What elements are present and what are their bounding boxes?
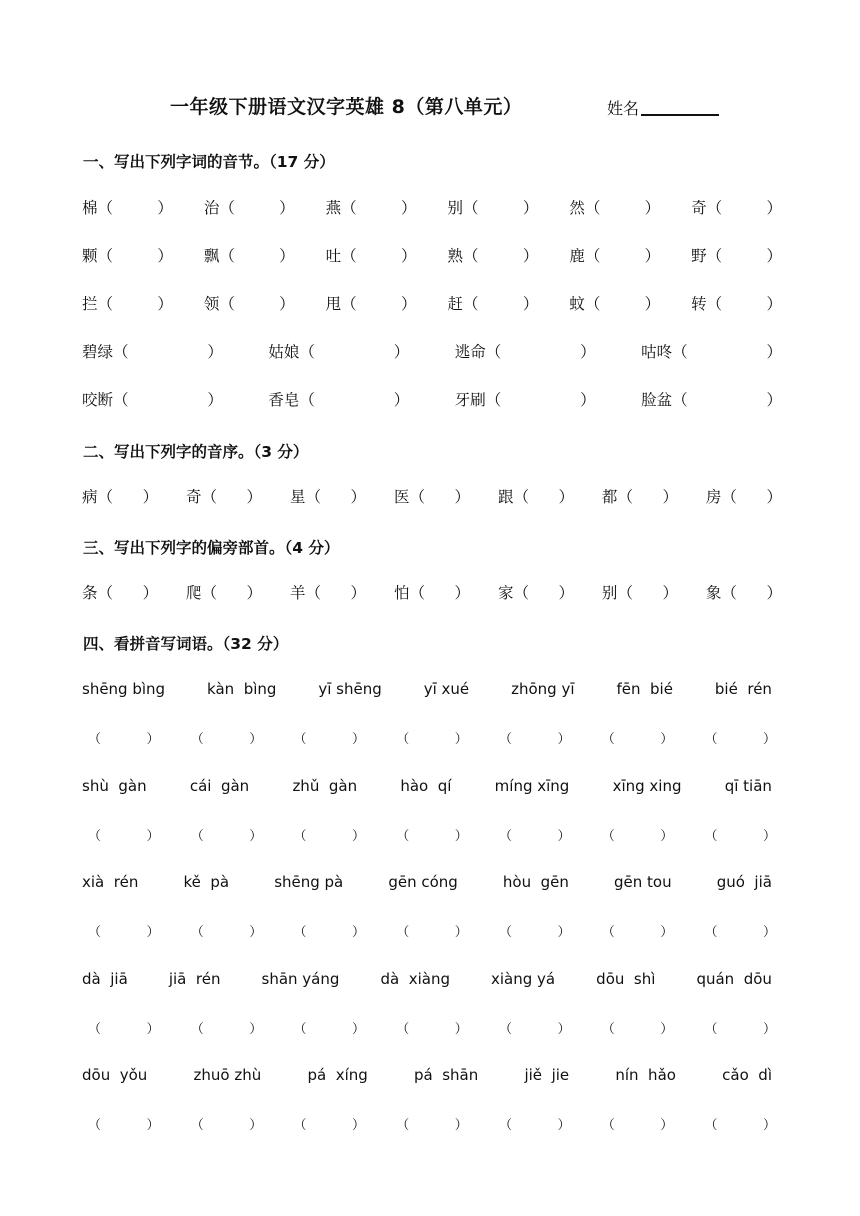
question-chars: 羊	[289, 584, 306, 602]
answer-blank[interactable]: （ ）	[485, 343, 596, 361]
pinyin-word: kě pà	[183, 873, 230, 891]
pinyin-word: kàn bìng	[207, 680, 277, 698]
answer-blank[interactable]: （ ）	[396, 1022, 468, 1037]
syllable-item	[326, 292, 417, 314]
answer-blank[interactable]: （ ）	[190, 732, 263, 747]
syllable-item	[204, 244, 295, 266]
syllable-item	[641, 340, 782, 362]
pinyin-word: shēng bìng	[82, 680, 166, 698]
initial-item	[706, 485, 782, 507]
answer-blank[interactable]: （ ）	[704, 925, 776, 940]
answer-blank[interactable]: （ ）	[499, 1118, 571, 1133]
syllable-item	[641, 388, 782, 410]
syllable-row	[82, 340, 782, 362]
pinyin-word: pá xíng	[307, 1066, 368, 1084]
answer-blank[interactable]: （ ）	[513, 488, 575, 506]
question-chars: 然	[569, 199, 585, 217]
answer-blank[interactable]: （ ）	[341, 295, 417, 313]
answer-blank[interactable]: （ ）	[409, 584, 471, 602]
question-chars: 吐	[325, 247, 342, 265]
pinyin-word: dōu yǒu	[82, 1066, 148, 1084]
syllable-item	[82, 292, 173, 314]
answer-blank[interactable]: （ ）	[97, 199, 173, 217]
question-chars: 跟	[497, 488, 514, 506]
answer-row	[88, 1114, 776, 1133]
radical-item	[498, 581, 574, 603]
pinyin-word: hào qí	[400, 777, 452, 795]
question-chars: 碧绿	[82, 343, 114, 361]
name-field[interactable]	[607, 96, 719, 119]
syllable-row	[82, 292, 782, 314]
answer-blank[interactable]: （ ）	[706, 295, 782, 313]
question-chars: 熟	[447, 247, 463, 265]
answer-blank[interactable]: （ ）	[219, 247, 295, 265]
question-chars: 姑娘	[268, 343, 300, 361]
syllable-row	[82, 388, 782, 410]
answer-row	[88, 825, 776, 844]
pinyin-word: xiàng yá	[491, 970, 556, 988]
initial-item	[394, 485, 470, 507]
answer-blank[interactable]: （ ）	[305, 584, 367, 602]
answer-blank[interactable]: （ ）	[88, 1118, 160, 1133]
answer-blank[interactable]: （ ）	[293, 829, 365, 844]
answer-blank[interactable]: （ ）	[672, 391, 782, 409]
question-chars: 象	[705, 584, 722, 602]
question-chars: 家	[497, 584, 514, 602]
pinyin-word: yī xué	[423, 680, 470, 698]
answer-blank[interactable]: （ ）	[601, 1118, 674, 1133]
page-title: 一年级下册语文汉字英雄 8（第八单元）	[170, 96, 523, 118]
answer-row	[88, 921, 776, 940]
question-chars: 野	[691, 247, 707, 265]
pinyin-word: shēng pà	[274, 873, 344, 891]
initial-item	[186, 485, 262, 507]
syllable-item	[691, 292, 782, 314]
initial-item	[82, 485, 158, 507]
syllable-item	[82, 196, 173, 218]
syllable-item	[268, 388, 409, 410]
syllable-item	[455, 340, 596, 362]
section2-row	[82, 485, 782, 507]
answer-blank[interactable]: （ ）	[721, 488, 782, 506]
pinyin-word: dōu shì	[596, 970, 656, 988]
pinyin-word: zhuō zhù	[193, 1066, 262, 1084]
answer-blank[interactable]: （ ）	[88, 732, 160, 747]
question-chars: 房	[705, 488, 722, 506]
initial-item	[498, 485, 574, 507]
syllable-item	[326, 244, 417, 266]
answer-blank[interactable]: （ ）	[97, 584, 159, 602]
answer-blank[interactable]: （ ）	[463, 199, 539, 217]
question-chars: 爬	[185, 584, 202, 602]
radical-item	[290, 581, 366, 603]
answer-blank[interactable]: （ ）	[97, 295, 173, 313]
pinyin-word: dà jiā	[82, 970, 128, 988]
syllable-item	[691, 244, 782, 266]
answer-blank[interactable]: （ ）	[305, 488, 367, 506]
answer-blank[interactable]: （ ）	[617, 584, 678, 602]
question-chars: 逃命	[454, 343, 486, 361]
question-chars: 星	[289, 488, 306, 506]
answer-blank[interactable]: （ ）	[201, 584, 263, 602]
question-chars: 医	[393, 488, 410, 506]
syllable-item	[82, 388, 223, 410]
pinyin-word: yī shēng	[318, 680, 382, 698]
question-chars: 脸盆	[641, 391, 673, 409]
pinyin-word: quán dōu	[696, 970, 772, 988]
syllable-item	[204, 292, 295, 314]
pinyin-word: shù gàn	[82, 777, 147, 795]
pinyin-row	[82, 873, 772, 891]
pinyin-row	[82, 680, 772, 698]
answer-blank[interactable]: （ ）	[601, 829, 674, 844]
question-chars: 飘	[203, 247, 220, 265]
answer-blank[interactable]: （ ）	[293, 925, 365, 940]
pinyin-word: hòu gēn	[502, 873, 569, 891]
pinyin-word: dà xiàng	[380, 970, 450, 988]
section-4-heading: 四、看拼音写词语。（32 分）	[83, 635, 289, 653]
answer-blank[interactable]: （ ）	[601, 1022, 674, 1037]
answer-blank[interactable]: （ ）	[499, 829, 571, 844]
pinyin-word: nín hǎo	[615, 1066, 676, 1084]
radical-item	[186, 581, 262, 603]
answer-blank[interactable]: （ ）	[499, 925, 571, 940]
section-2-heading: 二、写出下列字的音序。（3 分）	[83, 443, 309, 461]
question-chars: 别	[447, 199, 463, 217]
question-chars: 都	[601, 488, 618, 506]
pinyin-word: zhǔ gàn	[292, 777, 358, 795]
answer-blank[interactable]: （ ）	[672, 343, 782, 361]
syllable-item	[82, 340, 223, 362]
answer-blank[interactable]: （ ）	[617, 488, 678, 506]
answer-blank[interactable]: （ ）	[513, 584, 575, 602]
answer-blank[interactable]: （ ）	[97, 488, 159, 506]
question-chars: 奇	[185, 488, 202, 506]
pinyin-word: jiā rén	[168, 970, 221, 988]
answer-blank[interactable]: （ ）	[341, 247, 417, 265]
syllable-item	[447, 244, 538, 266]
pinyin-word: xià rén	[82, 873, 139, 891]
pinyin-word: guó jiā	[716, 873, 772, 891]
pinyin-word: shān yáng	[261, 970, 340, 988]
name-label: 姓名	[607, 99, 640, 118]
pinyin-word: cái gàn	[189, 777, 250, 795]
question-chars: 香皂	[268, 391, 300, 409]
answer-blank[interactable]: （ ）	[601, 925, 674, 940]
syllable-item	[455, 388, 596, 410]
answer-blank[interactable]: （ ）	[463, 295, 539, 313]
answer-blank[interactable]: （ ）	[293, 1022, 365, 1037]
answer-blank[interactable]: （ ）	[219, 295, 295, 313]
question-chars: 治	[203, 199, 220, 217]
pinyin-row	[82, 970, 772, 988]
answer-blank[interactable]: （ ）	[190, 1022, 263, 1037]
question-chars: 领	[203, 295, 220, 313]
radical-item	[706, 581, 782, 603]
answer-blank[interactable]: （ ）	[601, 732, 674, 747]
answer-blank[interactable]: （ ）	[396, 829, 468, 844]
answer-blank[interactable]: （ ）	[190, 925, 263, 940]
answer-blank[interactable]: （ ）	[584, 295, 661, 313]
answer-blank[interactable]: （ ）	[706, 199, 782, 217]
answer-blank[interactable]: （ ）	[704, 829, 776, 844]
answer-blank[interactable]: （ ）	[396, 732, 468, 747]
answer-blank[interactable]: （ ）	[299, 391, 410, 409]
answer-row	[88, 728, 776, 747]
pinyin-word: zhōng yī	[511, 680, 575, 698]
question-chars: 牙刷	[454, 391, 486, 409]
question-chars: 条	[82, 584, 98, 602]
answer-blank[interactable]: （ ）	[706, 247, 782, 265]
answer-blank[interactable]: （ ）	[88, 1022, 160, 1037]
answer-blank[interactable]: （ ）	[704, 732, 776, 747]
question-chars: 蚊	[569, 295, 585, 313]
syllable-item	[204, 196, 295, 218]
pinyin-word: bié rén	[714, 680, 772, 698]
answer-blank[interactable]: （ ）	[463, 247, 539, 265]
answer-blank[interactable]: （ ）	[113, 343, 223, 361]
question-chars: 病	[82, 488, 98, 506]
answer-blank[interactable]: （ ）	[190, 829, 263, 844]
syllable-row	[82, 244, 782, 266]
answer-blank[interactable]: （ ）	[704, 1118, 776, 1133]
answer-blank[interactable]: （ ）	[396, 1118, 468, 1133]
section3-row	[82, 581, 782, 603]
radical-item	[602, 581, 678, 603]
pinyin-word: gēn cóng	[388, 873, 458, 891]
question-chars: 奇	[691, 199, 707, 217]
pinyin-word: pá shān	[413, 1066, 479, 1084]
answer-blank[interactable]: （ ）	[485, 391, 596, 409]
answer-blank[interactable]: （ ）	[190, 1118, 263, 1133]
answer-blank[interactable]: （ ）	[341, 199, 417, 217]
answer-blank[interactable]: （ ）	[584, 247, 661, 265]
question-chars: 赶	[447, 295, 463, 313]
answer-blank[interactable]: （ ）	[88, 829, 160, 844]
answer-blank[interactable]: （ ）	[704, 1022, 776, 1037]
question-chars: 怕	[393, 584, 410, 602]
pinyin-word: xīng xing	[612, 777, 682, 795]
initial-item	[290, 485, 366, 507]
question-chars: 颗	[82, 247, 98, 265]
pinyin-row	[82, 777, 772, 795]
syllable-item	[326, 196, 417, 218]
syllable-item	[569, 196, 660, 218]
radical-item	[394, 581, 470, 603]
answer-blank[interactable]: （ ）	[113, 391, 223, 409]
question-chars: 甩	[325, 295, 342, 313]
answer-blank[interactable]: （ ）	[88, 925, 160, 940]
answer-blank[interactable]: （ ）	[409, 488, 471, 506]
syllable-item	[447, 292, 538, 314]
pinyin-word: gēn tou	[614, 873, 672, 891]
syllable-item	[691, 196, 782, 218]
answer-blank[interactable]: （ ）	[396, 925, 468, 940]
answer-blank[interactable]: （ ）	[499, 732, 571, 747]
pinyin-word: míng xīng	[494, 777, 570, 795]
pinyin-word: qī tiān	[724, 777, 772, 795]
answer-blank[interactable]: （ ）	[299, 343, 410, 361]
name-blank[interactable]	[641, 114, 719, 116]
pinyin-row	[82, 1066, 772, 1084]
syllable-item	[82, 244, 173, 266]
pinyin-word: jiě jie	[524, 1066, 570, 1084]
syllable-row	[82, 196, 782, 218]
question-chars: 咬断	[82, 391, 114, 409]
answer-blank[interactable]: （ ）	[499, 1022, 571, 1037]
pinyin-word: cǎo dì	[722, 1066, 772, 1084]
question-chars: 别	[601, 584, 618, 602]
syllable-item	[569, 292, 660, 314]
answer-row	[88, 1018, 776, 1037]
section-3-heading: 三、写出下列字的偏旁部首。（4 分）	[83, 539, 340, 557]
syllable-item	[268, 340, 409, 362]
initial-item	[602, 485, 678, 507]
section-1-heading: 一、写出下列字词的音节。（17 分）	[83, 153, 335, 171]
question-chars: 鹿	[569, 247, 585, 265]
answer-blank[interactable]: （ ）	[293, 1118, 365, 1133]
answer-blank[interactable]: （ ）	[721, 584, 782, 602]
answer-blank[interactable]: （ ）	[293, 732, 365, 747]
question-chars: 转	[691, 295, 707, 313]
question-chars: 拦	[82, 295, 98, 313]
pinyin-word: fēn bié	[616, 680, 673, 698]
syllable-item	[569, 244, 660, 266]
answer-blank[interactable]: （ ）	[219, 199, 295, 217]
radical-item	[82, 581, 158, 603]
syllable-item	[447, 196, 538, 218]
question-chars: 燕	[325, 199, 342, 217]
answer-blank[interactable]: （ ）	[97, 247, 173, 265]
answer-blank[interactable]: （ ）	[584, 199, 661, 217]
question-chars: 咕咚	[641, 343, 673, 361]
question-chars: 棉	[82, 199, 98, 217]
answer-blank[interactable]: （ ）	[201, 488, 263, 506]
